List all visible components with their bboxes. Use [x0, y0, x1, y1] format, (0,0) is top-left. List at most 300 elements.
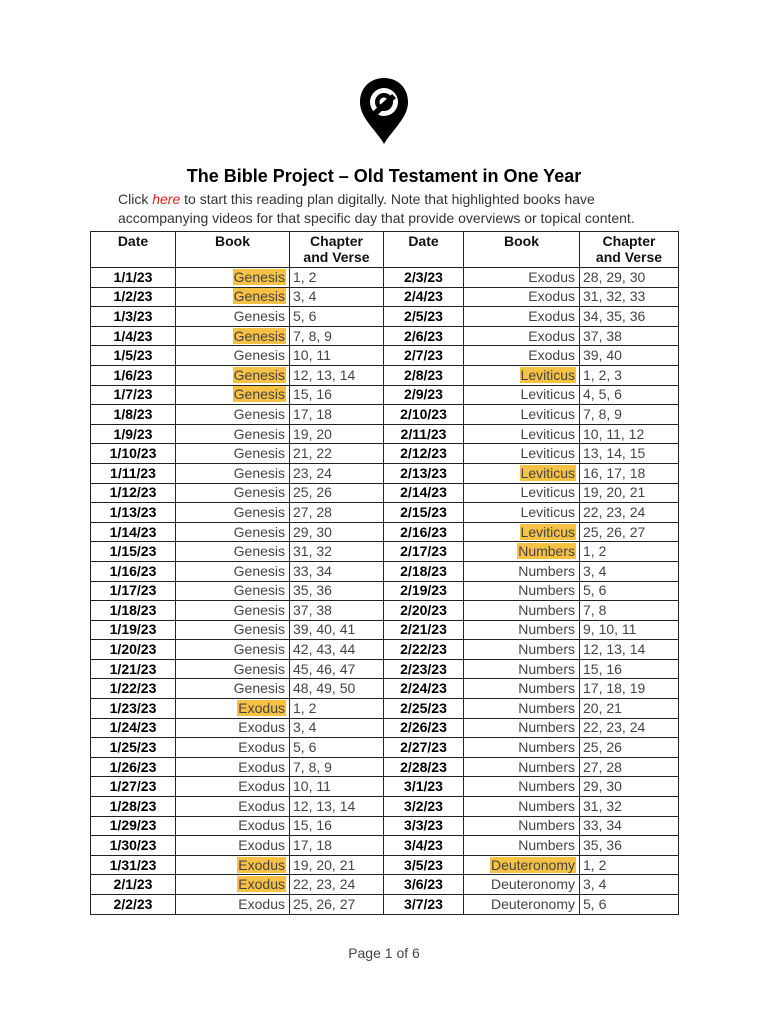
date-cell: 1/4/23	[91, 326, 176, 346]
chapter-cell: 3, 4	[580, 561, 679, 581]
book-cell	[176, 679, 290, 699]
table-row	[91, 875, 679, 895]
date-cell: 1/9/23	[91, 424, 176, 444]
book-name: Leviticus	[520, 445, 575, 462]
book-cell	[176, 542, 290, 562]
book-name: Deuteronomy	[490, 856, 575, 873]
chapter-cell: 29, 30	[580, 777, 679, 797]
date-cell: 2/15/23	[384, 503, 464, 523]
date-cell: 2/20/23	[384, 601, 464, 621]
date-cell: 3/2/23	[384, 797, 464, 817]
book-cell	[464, 620, 580, 640]
date-cell: 1/3/23	[91, 307, 176, 327]
chapter-cell: 37, 38	[290, 601, 384, 621]
chapter-cell: 7, 8, 9	[290, 326, 384, 346]
book-cell	[464, 561, 580, 581]
book-name: Genesis	[233, 288, 285, 305]
date-cell: 2/21/23	[384, 620, 464, 640]
date-cell: 1/24/23	[91, 718, 176, 738]
date-cell: 3/1/23	[384, 777, 464, 797]
date-cell: 1/2/23	[91, 287, 176, 307]
book-cell	[176, 444, 290, 464]
book-cell	[176, 816, 290, 836]
date-cell: 2/4/23	[384, 287, 464, 307]
table-row	[91, 679, 679, 699]
table-row	[91, 346, 679, 366]
book-name: Exodus	[238, 817, 285, 834]
table-row	[91, 463, 679, 483]
book-name: Deuteronomy	[490, 876, 575, 893]
page-title: The Bible Project – Old Testament in One Year	[186, 166, 582, 186]
date-cell: 2/28/23	[384, 757, 464, 777]
book-cell	[176, 895, 290, 915]
table-row	[91, 581, 679, 601]
book-header-2: Book	[464, 232, 580, 268]
date-cell: 2/18/23	[384, 561, 464, 581]
book-cell	[464, 326, 580, 346]
chapter-header	[290, 232, 384, 268]
chapter-cell: 42, 43, 44	[290, 640, 384, 660]
book-cell	[464, 875, 580, 895]
chapter-cell: 15, 16	[290, 816, 384, 836]
chapter-header-2-line1: Chapter	[602, 233, 656, 249]
table-row	[91, 287, 679, 307]
book-cell	[176, 346, 290, 366]
book-name: Genesis	[233, 366, 285, 383]
book-name: Genesis	[233, 503, 285, 520]
chapter-cell: 3, 4	[580, 875, 679, 895]
start-plan-link[interactable]: here	[152, 191, 181, 207]
date-cell: 2/14/23	[384, 483, 464, 503]
chapter-cell: 21, 22	[290, 444, 384, 464]
date-header: Date	[91, 232, 176, 268]
intro-prefix: Click	[118, 191, 153, 207]
chapter-cell: 5, 6	[580, 895, 679, 915]
book-name: Numbers	[518, 621, 575, 638]
table-row	[91, 777, 679, 797]
date-cell: 1/19/23	[91, 620, 176, 640]
book-name: Genesis	[233, 641, 285, 658]
book-name: Leviticus	[520, 366, 575, 383]
book-cell	[464, 483, 580, 503]
book-name: Exodus	[528, 268, 575, 285]
date-cell: 2/25/23	[384, 699, 464, 719]
book-cell	[176, 405, 290, 425]
book-cell	[464, 718, 580, 738]
table-row	[91, 836, 679, 856]
date-cell: 1/11/23	[91, 463, 176, 483]
chapter-cell: 19, 20	[290, 424, 384, 444]
chapter-cell: 1, 2	[290, 699, 384, 719]
chapter-cell: 37, 38	[580, 326, 679, 346]
chapter-header-2-line2: and Verse	[595, 249, 663, 265]
date-cell: 2/22/23	[384, 640, 464, 660]
book-cell	[176, 365, 290, 385]
book-name: Numbers	[518, 680, 575, 697]
book-name: Numbers	[518, 817, 575, 834]
chapter-cell: 15, 16	[290, 385, 384, 405]
chapter-cell: 15, 16	[580, 659, 679, 679]
intro-text	[118, 190, 678, 228]
date-cell: 2/1/23	[91, 875, 176, 895]
table-header-row	[91, 232, 679, 268]
date-cell: 2/16/23	[384, 522, 464, 542]
date-cell: 2/19/23	[384, 581, 464, 601]
date-cell: 2/5/23	[384, 307, 464, 327]
chapter-cell: 5, 6	[580, 581, 679, 601]
chapter-cell: 12, 13, 14	[580, 640, 679, 660]
book-name: Exodus	[238, 895, 285, 912]
table-row	[91, 307, 679, 327]
book-cell	[464, 444, 580, 464]
book-name: Exodus	[238, 778, 285, 795]
date-cell: 2/26/23	[384, 718, 464, 738]
book-cell	[176, 620, 290, 640]
book-name: Genesis	[233, 307, 285, 324]
book-cell	[464, 679, 580, 699]
book-cell	[176, 699, 290, 719]
intro-line2: accompanying videos for that specific day that provide overviews or topical content.	[118, 210, 635, 226]
chapter-cell: 48, 49, 50	[290, 679, 384, 699]
chapter-cell: 3, 4	[290, 287, 384, 307]
book-cell	[176, 855, 290, 875]
book-name: Numbers	[518, 543, 575, 560]
date-cell: 1/22/23	[91, 679, 176, 699]
date-cell: 1/31/23	[91, 855, 176, 875]
table-row	[91, 522, 679, 542]
table-row	[91, 816, 679, 836]
date-cell: 1/29/23	[91, 816, 176, 836]
chapter-cell: 1, 2	[290, 268, 384, 288]
book-name: Genesis	[233, 621, 285, 638]
book-name: Leviticus	[520, 484, 575, 501]
book-cell	[464, 287, 580, 307]
chapter-cell: 12, 13, 14	[290, 365, 384, 385]
date-cell: 3/3/23	[384, 816, 464, 836]
table-row	[91, 542, 679, 562]
date-cell: 1/30/23	[91, 836, 176, 856]
chapter-cell: 25, 26, 27	[580, 522, 679, 542]
book-name: Leviticus	[520, 425, 575, 442]
book-cell	[464, 424, 580, 444]
book-cell	[176, 836, 290, 856]
book-cell	[464, 503, 580, 523]
book-header: Book	[176, 232, 290, 268]
date-cell: 1/28/23	[91, 797, 176, 817]
chapter-cell: 4, 5, 6	[580, 385, 679, 405]
date-cell: 1/14/23	[91, 522, 176, 542]
book-name: Genesis	[233, 680, 285, 697]
book-name: Exodus	[238, 797, 285, 814]
date-cell: 3/6/23	[384, 875, 464, 895]
book-cell	[464, 836, 580, 856]
chapter-cell: 19, 20, 21	[290, 855, 384, 875]
date-cell: 2/23/23	[384, 659, 464, 679]
date-cell: 1/20/23	[91, 640, 176, 660]
book-cell	[464, 855, 580, 875]
book-cell	[176, 503, 290, 523]
book-cell	[176, 601, 290, 621]
date-cell: 1/7/23	[91, 385, 176, 405]
book-cell	[464, 542, 580, 562]
book-cell	[176, 797, 290, 817]
date-cell: 2/10/23	[384, 405, 464, 425]
date-cell: 2/2/23	[91, 895, 176, 915]
chapter-cell: 31, 32	[580, 797, 679, 817]
date-cell: 2/13/23	[384, 463, 464, 483]
chapter-header-2	[580, 232, 679, 268]
book-cell	[464, 699, 580, 719]
chapter-cell: 28, 29, 30	[580, 268, 679, 288]
book-cell	[176, 738, 290, 758]
book-name: Genesis	[233, 464, 285, 481]
date-cell: 1/13/23	[91, 503, 176, 523]
table-row	[91, 855, 679, 875]
chapter-cell: 1, 2	[580, 855, 679, 875]
date-cell: 1/27/23	[91, 777, 176, 797]
table-row	[91, 503, 679, 523]
table-row	[91, 699, 679, 719]
reading-plan-table	[90, 231, 679, 915]
book-name: Genesis	[233, 386, 285, 403]
chapter-cell: 31, 32, 33	[580, 287, 679, 307]
book-cell	[464, 757, 580, 777]
intro-line1-rest: to start this reading plan digitally. Note that highlighted books have	[180, 191, 595, 207]
book-name: Leviticus	[520, 523, 575, 540]
chapter-cell: 33, 34	[580, 816, 679, 836]
date-cell: 2/11/23	[384, 424, 464, 444]
map-pin-icon	[358, 76, 410, 146]
book-cell	[464, 307, 580, 327]
book-name: Leviticus	[520, 464, 575, 481]
book-name: Exodus	[238, 837, 285, 854]
book-cell	[464, 268, 580, 288]
date-cell: 1/21/23	[91, 659, 176, 679]
date-cell: 2/12/23	[384, 444, 464, 464]
date-cell: 2/27/23	[384, 738, 464, 758]
date-cell: 1/5/23	[91, 346, 176, 366]
chapter-cell: 10, 11	[290, 777, 384, 797]
table-row	[91, 738, 679, 758]
chapter-cell: 10, 11	[290, 346, 384, 366]
book-name: Exodus	[528, 307, 575, 324]
book-name: Numbers	[518, 739, 575, 756]
date-cell: 3/7/23	[384, 895, 464, 915]
book-name: Numbers	[518, 660, 575, 677]
table-row	[91, 757, 679, 777]
book-cell	[176, 463, 290, 483]
chapter-cell: 7, 8, 9	[290, 757, 384, 777]
book-cell	[176, 385, 290, 405]
book-name: Deuteronomy	[490, 895, 575, 912]
book-cell	[464, 405, 580, 425]
date-header-2: Date	[384, 232, 464, 268]
chapter-cell: 17, 18	[290, 405, 384, 425]
date-cell: 1/23/23	[91, 699, 176, 719]
book-name: Leviticus	[520, 405, 575, 422]
chapter-cell: 1, 2	[580, 542, 679, 562]
chapter-cell: 23, 24	[290, 463, 384, 483]
date-cell: 2/7/23	[384, 346, 464, 366]
table-row	[91, 620, 679, 640]
table-row	[91, 385, 679, 405]
book-name: Exodus	[238, 876, 285, 893]
book-cell	[176, 561, 290, 581]
chapter-cell: 34, 35, 36	[580, 307, 679, 327]
book-name: Numbers	[518, 758, 575, 775]
table-row	[91, 405, 679, 425]
date-cell: 2/8/23	[384, 365, 464, 385]
table-row	[91, 365, 679, 385]
book-name: Numbers	[518, 778, 575, 795]
date-cell: 1/1/23	[91, 268, 176, 288]
date-cell: 1/15/23	[91, 542, 176, 562]
chapter-cell: 35, 36	[290, 581, 384, 601]
date-cell: 1/8/23	[91, 405, 176, 425]
chapter-cell: 10, 11, 12	[580, 424, 679, 444]
table-row	[91, 640, 679, 660]
chapter-cell: 16, 17, 18	[580, 463, 679, 483]
book-cell	[176, 483, 290, 503]
book-cell	[464, 601, 580, 621]
book-name: Genesis	[233, 543, 285, 560]
book-name: Genesis	[233, 347, 285, 364]
chapter-cell: 17, 18	[290, 836, 384, 856]
date-cell: 1/12/23	[91, 483, 176, 503]
chapter-cell: 27, 28	[580, 757, 679, 777]
chapter-cell: 9, 10, 11	[580, 620, 679, 640]
book-cell	[464, 640, 580, 660]
book-cell	[176, 326, 290, 346]
book-cell	[464, 346, 580, 366]
book-name: Genesis	[233, 268, 285, 285]
book-name: Exodus	[528, 347, 575, 364]
chapter-cell: 39, 40, 41	[290, 620, 384, 640]
date-cell: 2/24/23	[384, 679, 464, 699]
chapter-cell: 1, 2, 3	[580, 365, 679, 385]
book-name: Exodus	[238, 719, 285, 736]
chapter-cell: 5, 6	[290, 307, 384, 327]
book-name: Exodus	[238, 739, 285, 756]
book-name: Exodus	[528, 288, 575, 305]
book-name: Exodus	[238, 856, 285, 873]
chapter-cell: 33, 34	[290, 561, 384, 581]
book-cell	[464, 738, 580, 758]
book-cell	[464, 895, 580, 915]
chapter-cell: 39, 40	[580, 346, 679, 366]
book-name: Exodus	[528, 327, 575, 344]
table-row	[91, 895, 679, 915]
table-row	[91, 326, 679, 346]
table-row	[91, 444, 679, 464]
book-name: Leviticus	[520, 503, 575, 520]
table-row	[91, 483, 679, 503]
book-name: Genesis	[233, 582, 285, 599]
date-cell: 2/17/23	[384, 542, 464, 562]
book-cell	[464, 659, 580, 679]
chapter-cell: 29, 30	[290, 522, 384, 542]
book-cell	[464, 385, 580, 405]
book-name: Exodus	[238, 699, 285, 716]
chapter-cell: 7, 8, 9	[580, 405, 679, 425]
date-cell: 1/16/23	[91, 561, 176, 581]
book-cell	[464, 816, 580, 836]
chapter-cell: 22, 23, 24	[580, 718, 679, 738]
book-cell	[176, 522, 290, 542]
chapter-cell: 27, 28	[290, 503, 384, 523]
date-cell: 1/18/23	[91, 601, 176, 621]
table-row	[91, 561, 679, 581]
chapter-cell: 3, 4	[290, 718, 384, 738]
date-cell: 1/17/23	[91, 581, 176, 601]
book-cell	[176, 777, 290, 797]
table-row	[91, 797, 679, 817]
chapter-cell: 20, 21	[580, 699, 679, 719]
table-row	[91, 659, 679, 679]
table-row	[91, 718, 679, 738]
book-name: Numbers	[518, 719, 575, 736]
chapter-cell: 17, 18, 19	[580, 679, 679, 699]
chapter-header-line1: Chapter	[310, 233, 363, 249]
book-name: Genesis	[233, 601, 285, 618]
chapter-cell: 35, 36	[580, 836, 679, 856]
book-cell	[176, 287, 290, 307]
book-cell	[176, 875, 290, 895]
book-name: Genesis	[233, 523, 285, 540]
book-cell	[464, 777, 580, 797]
book-name: Genesis	[233, 660, 285, 677]
book-cell	[464, 365, 580, 385]
book-cell	[176, 581, 290, 601]
book-name: Leviticus	[520, 386, 575, 403]
date-cell: 2/3/23	[384, 268, 464, 288]
book-cell	[176, 307, 290, 327]
book-name: Genesis	[233, 327, 285, 344]
chapter-cell: 31, 32	[290, 542, 384, 562]
chapter-cell: 25, 26, 27	[290, 895, 384, 915]
book-cell	[176, 659, 290, 679]
book-name: Numbers	[518, 699, 575, 716]
chapter-cell: 22, 23, 24	[580, 503, 679, 523]
chapter-cell: 25, 26	[580, 738, 679, 758]
book-name: Genesis	[233, 562, 285, 579]
book-cell	[464, 463, 580, 483]
table-row	[91, 268, 679, 288]
chapter-cell: 7, 8	[580, 601, 679, 621]
chapter-cell: 45, 46, 47	[290, 659, 384, 679]
table-row	[91, 424, 679, 444]
book-cell	[176, 640, 290, 660]
book-name: Numbers	[518, 582, 575, 599]
date-cell: 2/9/23	[384, 385, 464, 405]
book-name: Genesis	[233, 484, 285, 501]
book-name: Numbers	[518, 562, 575, 579]
chapter-cell: 13, 14, 15	[580, 444, 679, 464]
date-cell: 1/10/23	[91, 444, 176, 464]
book-name: Numbers	[518, 837, 575, 854]
book-name: Genesis	[233, 425, 285, 442]
date-cell: 1/26/23	[91, 757, 176, 777]
table-row	[91, 601, 679, 621]
book-name: Numbers	[518, 797, 575, 814]
book-cell	[176, 424, 290, 444]
chapter-cell: 22, 23, 24	[290, 875, 384, 895]
chapter-cell: 25, 26	[290, 483, 384, 503]
date-cell: 3/5/23	[384, 855, 464, 875]
book-cell	[176, 268, 290, 288]
book-cell	[176, 718, 290, 738]
chapter-cell: 19, 20, 21	[580, 483, 679, 503]
